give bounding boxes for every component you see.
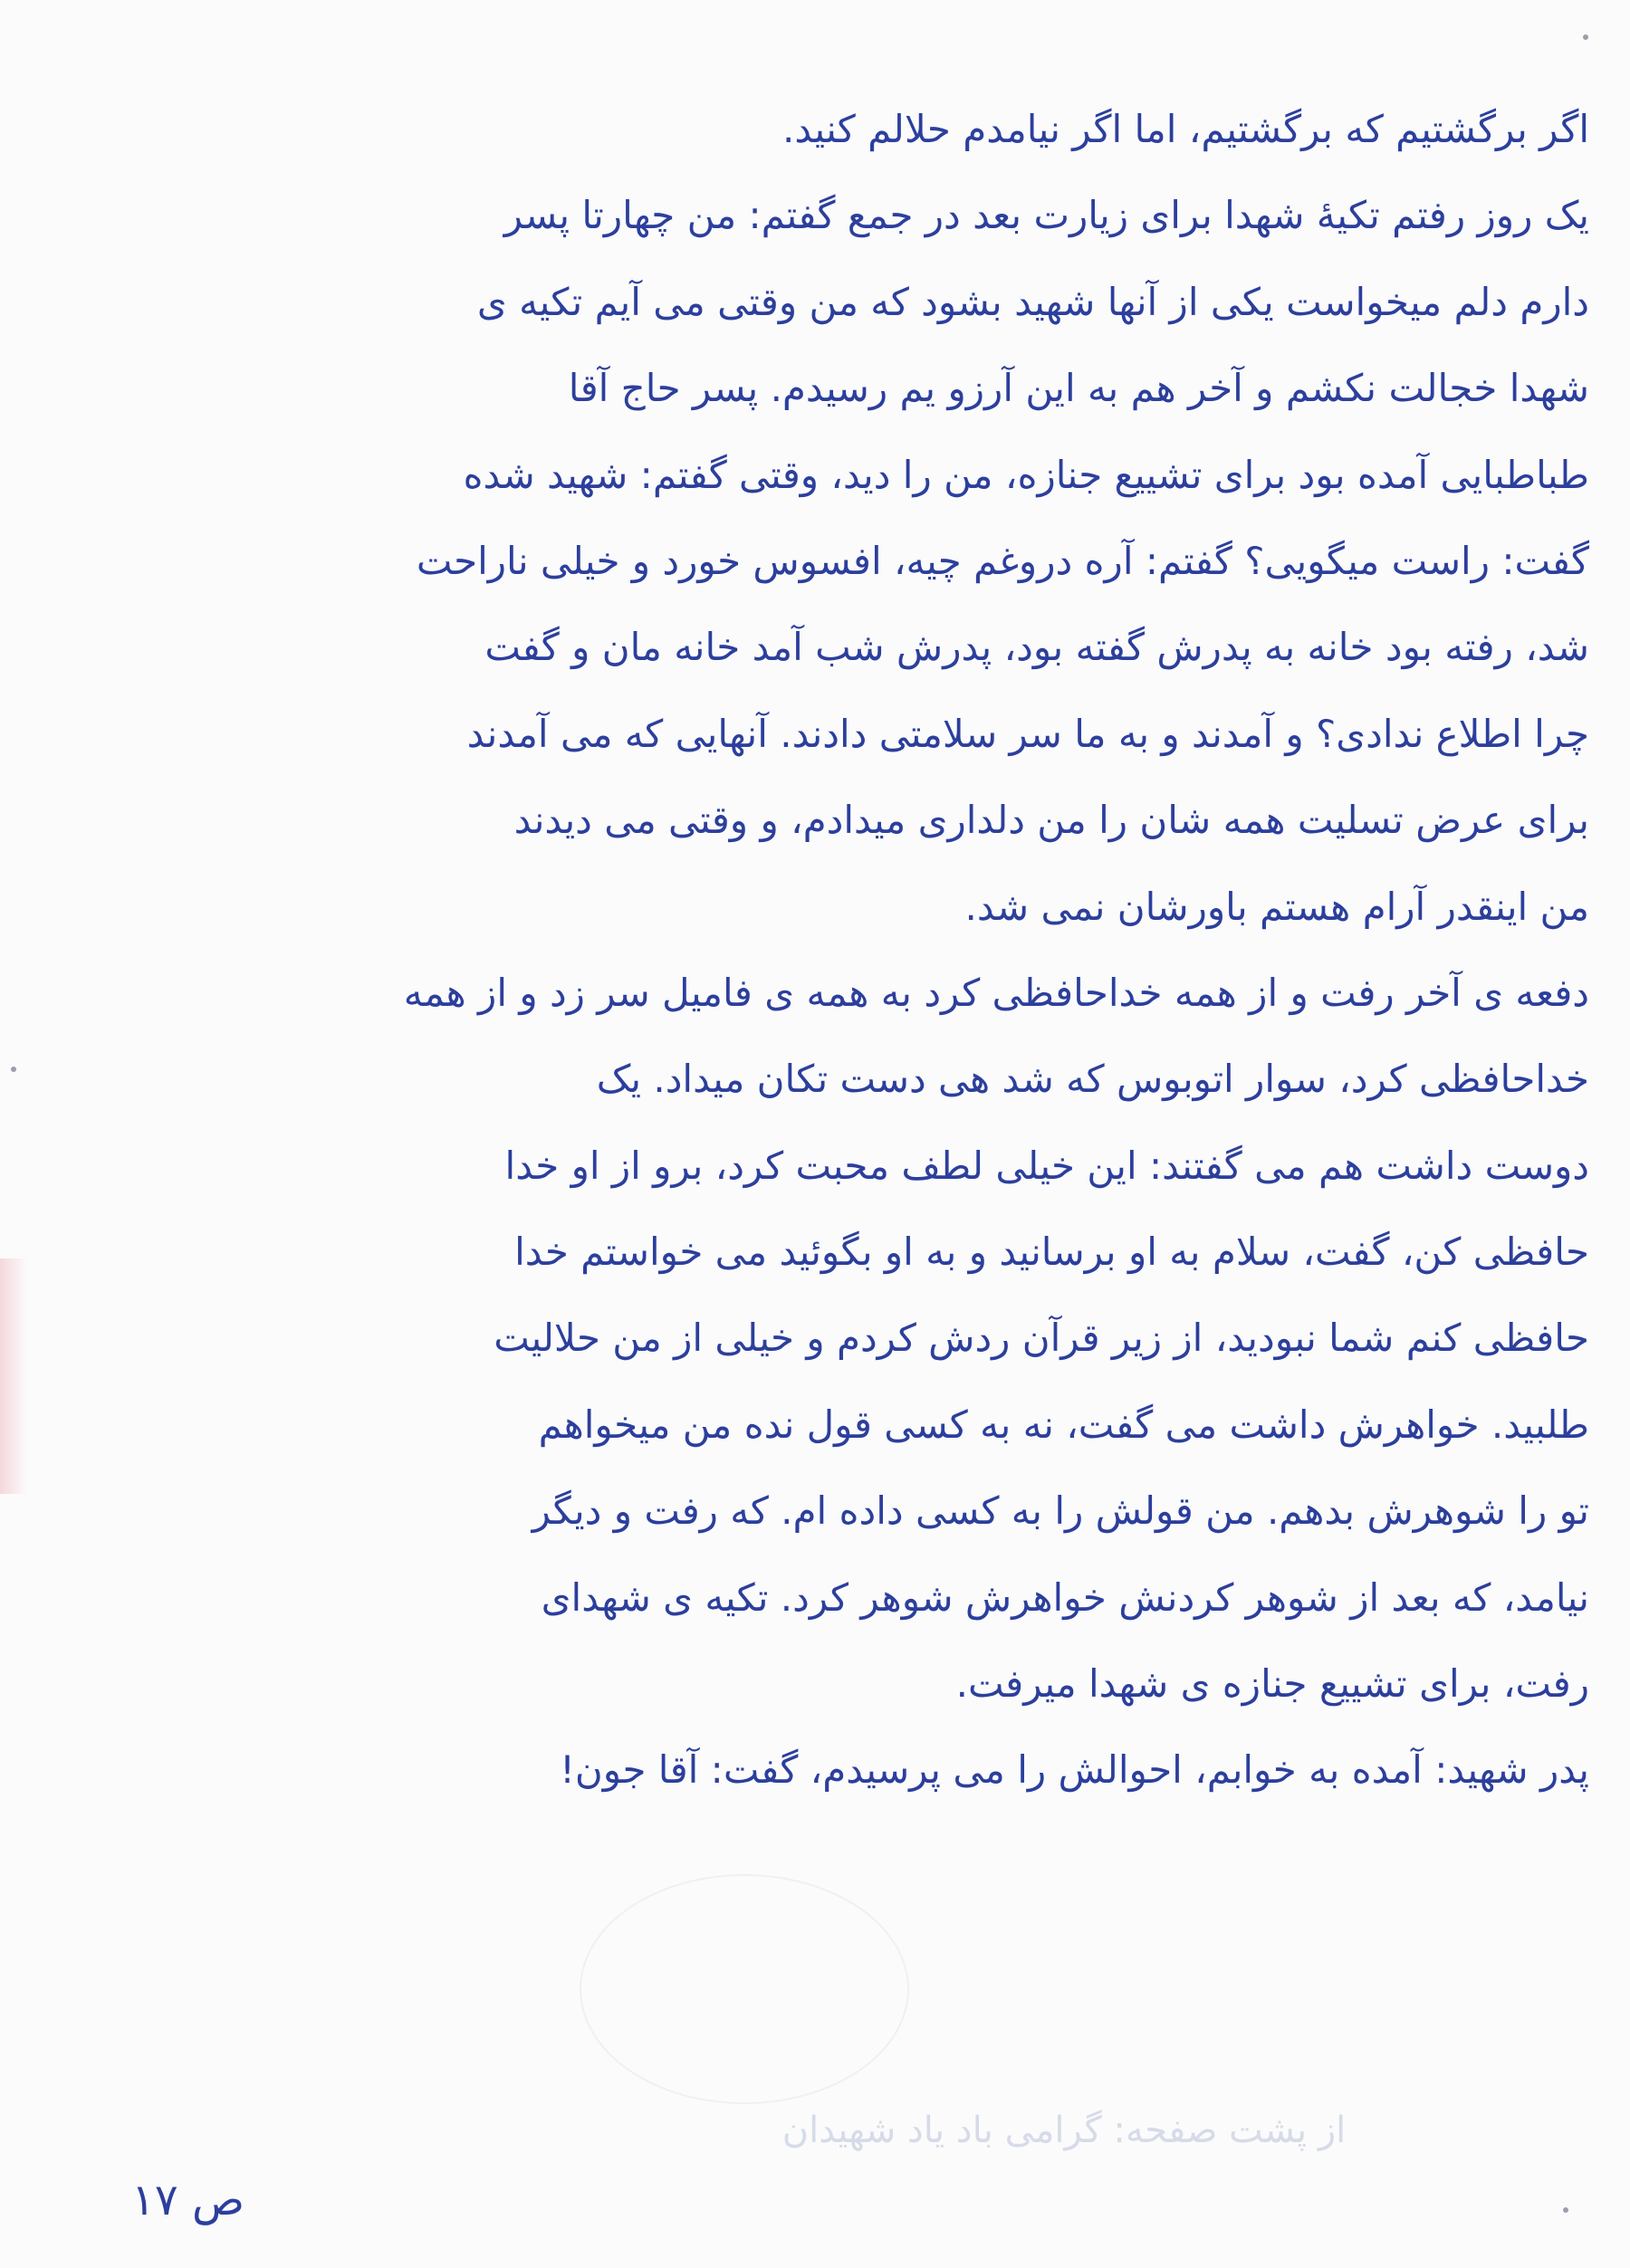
text-line: دارم دلم میخواست یکی از آنها شهید بشود که من وقتی می آیم تکیه ی bbox=[476, 279, 1589, 324]
text-line: دفعه ی آخر رفت و از همه خداحافظی کرد به همه ی فامیل سر زد و از همه bbox=[403, 970, 1589, 1015]
handwritten-text-block bbox=[86, 86, 1589, 1969]
bleed-through-circle bbox=[580, 1874, 909, 2104]
text-line: برای عرض تسلیت همه شان را من دلداری میدادم، و وقتی می دیدند bbox=[513, 798, 1589, 843]
text-line: من اینقدر آرام هستم باورشان نمی شد. bbox=[964, 884, 1589, 929]
text-line: شد، رفته بود خانه به پدرش گفته بود، پدرش شب آمد خانه مان و گفت bbox=[484, 625, 1589, 670]
edge-mark bbox=[1583, 34, 1588, 40]
text-line: دوست داشت هم می گفتند: این خیلی لطف محبت کرد، برو از او خدا bbox=[504, 1143, 1589, 1188]
text-line: تو را شوهرش بدهم. من قولش را به کسی داده ام. که رفت و دیگر bbox=[532, 1488, 1589, 1534]
text-line: حافظی کنم شما نبودید، از زیر قرآن ردش کردم و خیلی از من حلالیت bbox=[494, 1316, 1589, 1361]
paper-crease bbox=[0, 1258, 27, 1494]
text-line: گفت: راست میگویی؟ گفتم: آره دروغم چیه، افسوس خورد و خیلی ناراحت bbox=[416, 538, 1589, 583]
bleed-through-text: از پشت صفحه: گرامی باد یاد شهیدان bbox=[781, 2110, 1347, 2151]
page-number: ص ۱۷ bbox=[131, 2175, 244, 2225]
text-line: خداحافظی کرد، سوار اتوبوس که شد هی دست تکان میداد. یک bbox=[596, 1057, 1589, 1102]
text-line: شهدا خجالت نکشم و آخر هم به این آرزو یم رسیدم. پسر حاج آقا bbox=[568, 366, 1589, 411]
text-line: رفت، برای تشییع جنازه ی شهدا میرفت. bbox=[955, 1661, 1589, 1707]
text-line: یک روز رفتم تکیهٔ شهدا برای زیارت بعد در جمع گفتم: من چهارتا پسر bbox=[503, 193, 1589, 238]
text-line: حافظی کن، گفت، سلام به او برسانید و به او بگوئید می خواستم خدا bbox=[514, 1230, 1589, 1275]
edge-mark bbox=[11, 1067, 16, 1072]
text-line: طباطبایی آمده بود برای تشییع جنازه، من را دید، وقتی گفتم: شهید شده bbox=[463, 452, 1589, 497]
text-line: پدر شهید: آمده به خوابم، احوالش را می پرسیدم، گفت: آقا جون! bbox=[560, 1747, 1589, 1793]
text-line: اگر برگشتیم که برگشتیم، اما اگر نیامدم حلالم کنید. bbox=[782, 107, 1589, 151]
text-line: چرا اطلاع ندادی؟ و آمدند و به ما سر سلامتی دادند. آنهایی که می آمدند bbox=[466, 711, 1589, 756]
edge-mark bbox=[1563, 2207, 1568, 2213]
text-line: طلبید. خواهرش داشت می گفت، نه به کسی قول نده من میخواهم bbox=[538, 1402, 1589, 1447]
text-line: نیامد، که بعد از شوهر کردنش خواهرش شوهر کرد. تکیه ی شهدای bbox=[541, 1574, 1589, 1620]
